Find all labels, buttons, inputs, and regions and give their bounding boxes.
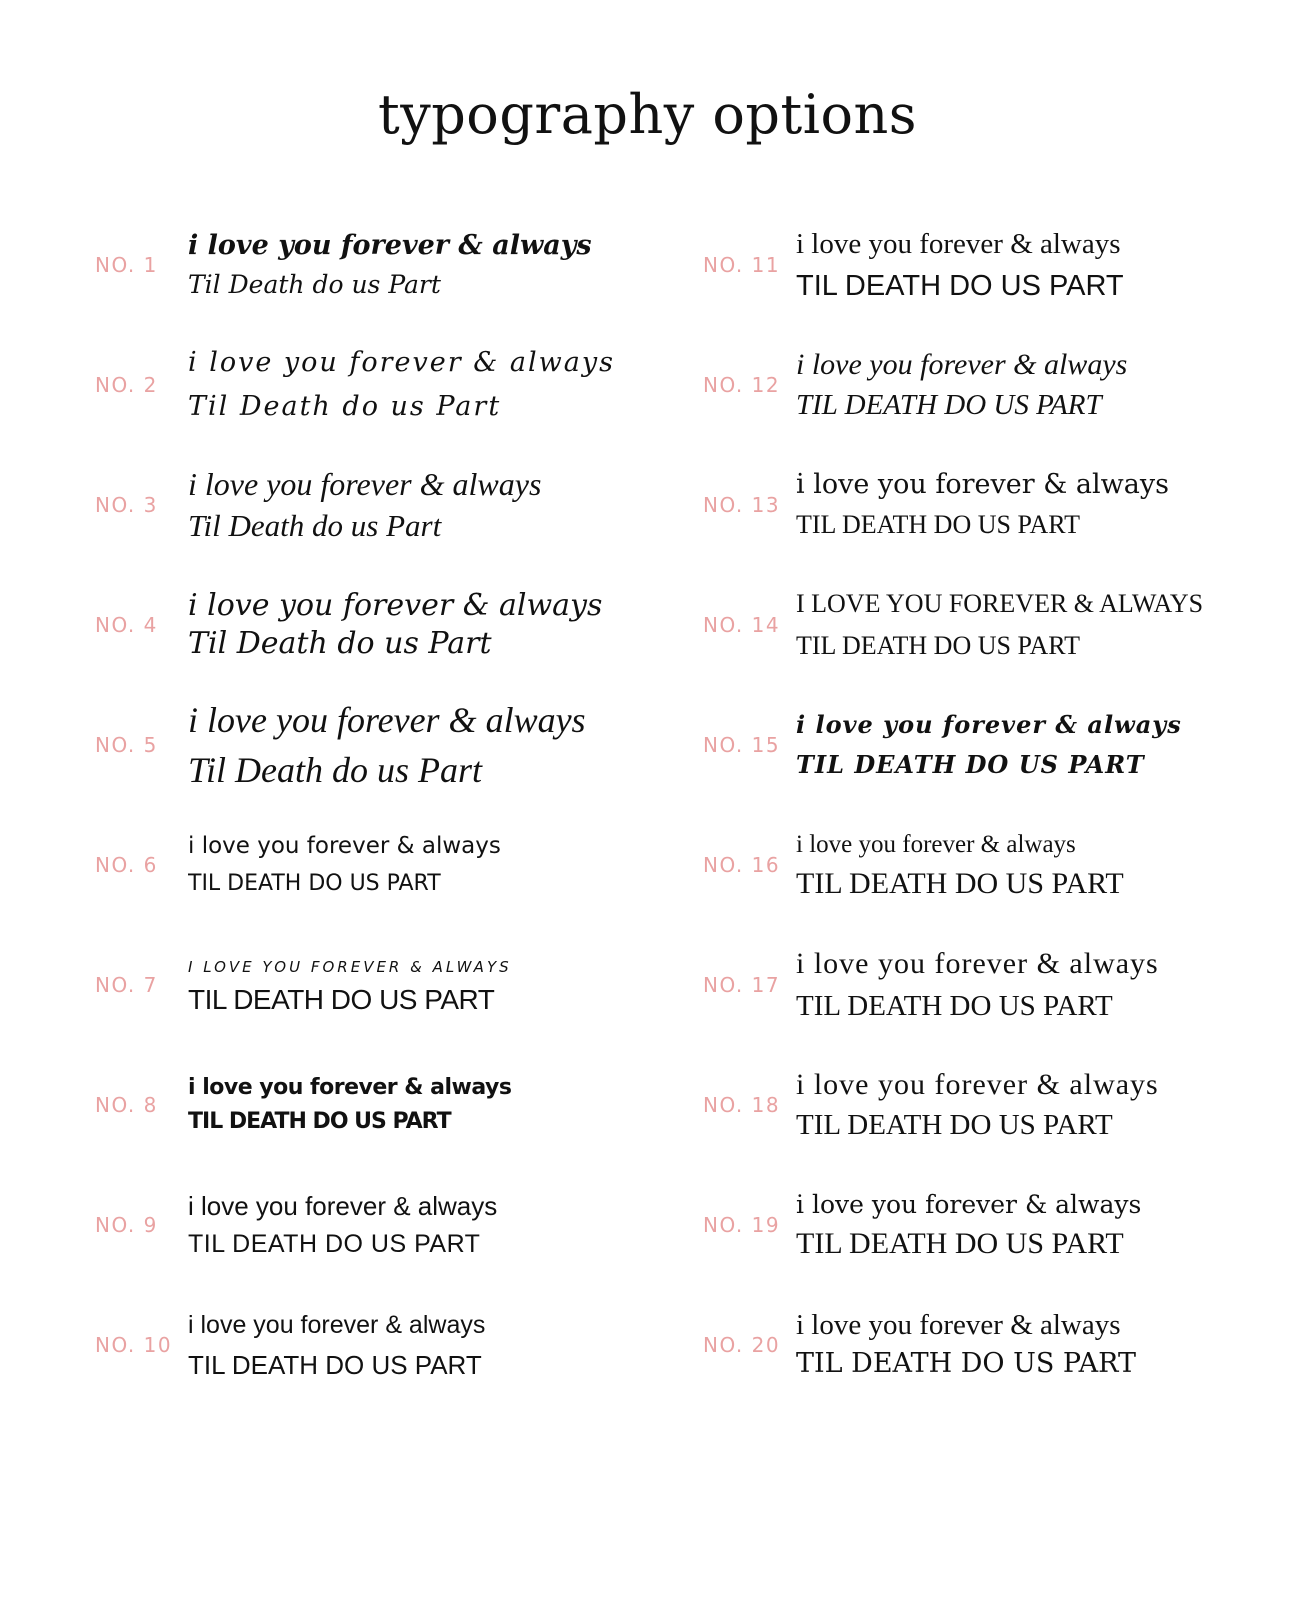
typography-option-13[interactable] (703, 445, 1263, 565)
sample-line-2: Til Death do us Part (188, 508, 442, 543)
option-number: NO. 20 (703, 1333, 781, 1357)
sample-line-2: TIL DEATH DO US PART (796, 1109, 1113, 1141)
option-sample (796, 705, 1266, 785)
option-sample (188, 463, 658, 547)
sample-line-2: TIL DEATH DO US PART (796, 510, 1080, 539)
typography-option-15[interactable] (703, 685, 1263, 805)
option-sample (796, 223, 1266, 307)
typography-option-16[interactable] (703, 805, 1263, 925)
option-sample (188, 695, 658, 795)
sample-line-2: TIL DEATH DO US PART (796, 750, 1145, 779)
option-sample (188, 952, 658, 1018)
typography-option-11[interactable] (703, 205, 1263, 325)
sample-line-1: I LOVE YOU FOREVER & ALWAYS (796, 589, 1204, 618)
option-sample (796, 1065, 1266, 1145)
sample-line-1: i love you forever & always (796, 348, 1128, 381)
options-column-left (95, 205, 655, 1405)
option-sample (796, 465, 1266, 545)
sample-line-2: TIL DEATH DO US PART (188, 1230, 481, 1258)
option-number: NO. 5 (95, 733, 158, 757)
option-number: NO. 7 (95, 973, 158, 997)
page-title: typography options (378, 83, 917, 146)
option-sample (188, 1187, 658, 1263)
sample-line-2: TIL DEATH DO US PART (796, 990, 1113, 1022)
typography-option-2[interactable] (95, 325, 655, 445)
option-number: NO. 16 (703, 853, 781, 877)
option-sample (796, 826, 1266, 904)
sample-line-1: i love you forever & always (796, 1309, 1121, 1341)
sample-line-1: i love you forever & always (796, 228, 1121, 260)
typography-option-5[interactable] (95, 685, 655, 805)
sample-line-2: TIL DEATH DO US PART (796, 389, 1102, 421)
option-number: NO. 18 (703, 1093, 781, 1117)
sample-line-2: Til Death do us Part (188, 270, 441, 299)
option-sample (188, 1305, 658, 1385)
option-sample (188, 587, 658, 663)
typography-option-10[interactable] (95, 1285, 655, 1405)
typography-option-17[interactable] (703, 925, 1263, 1045)
sample-line-1: i love you forever & always (796, 947, 1159, 980)
sample-line-2: Til Death do us Part (188, 391, 502, 422)
sample-line-1: i love you forever & always (796, 469, 1169, 500)
typography-option-14[interactable] (703, 565, 1263, 685)
typography-option-3[interactable] (95, 445, 655, 565)
typography-option-9[interactable] (95, 1165, 655, 1285)
option-number: NO. 8 (95, 1093, 158, 1117)
option-sample (188, 226, 658, 304)
typography-option-12[interactable] (703, 325, 1263, 445)
sample-line-1: i love you forever & always (188, 1311, 486, 1339)
option-number: NO. 9 (95, 1213, 158, 1237)
sample-line-1: i love you forever & always (188, 1191, 498, 1221)
typography-option-4[interactable] (95, 565, 655, 685)
options-column-right (703, 205, 1263, 1405)
option-sample (796, 345, 1266, 425)
option-number: NO. 6 (95, 853, 158, 877)
option-number: NO. 19 (703, 1213, 781, 1237)
option-number: NO. 13 (703, 493, 781, 517)
sample-line-1: i love you forever & always (188, 230, 592, 261)
typography-option-19[interactable] (703, 1165, 1263, 1285)
option-number: NO. 15 (703, 733, 781, 757)
option-number: NO. 4 (95, 613, 158, 637)
option-number: NO. 3 (95, 493, 158, 517)
option-sample (796, 943, 1266, 1027)
sample-line-1: i love you forever & always (796, 1068, 1159, 1101)
typography-option-1[interactable] (95, 205, 655, 325)
sample-line-2: TIL DEATH DO US PART (188, 1350, 482, 1380)
sample-line-1: i love you forever & always (188, 466, 542, 502)
typography-option-18[interactable] (703, 1045, 1263, 1165)
option-number: NO. 2 (95, 373, 158, 397)
option-sample (188, 341, 658, 429)
sample-line-1: i love you forever & always (796, 831, 1076, 858)
option-number: NO. 17 (703, 973, 781, 997)
sample-line-1: i love you forever & always (188, 347, 615, 378)
sample-line-2: TIL DEATH DO US PART (796, 270, 1124, 302)
sample-line-2: TIL DEATH DO US PART (796, 867, 1124, 900)
sample-line-2: TIL DEATH DO US PART (188, 871, 441, 896)
option-sample (796, 1186, 1266, 1264)
typography-option-20[interactable] (703, 1285, 1263, 1405)
option-number: NO. 1 (95, 253, 158, 277)
sample-line-2: TIL DEATH DO US PART (796, 631, 1080, 660)
option-number: NO. 14 (703, 613, 781, 637)
typography-option-7[interactable] (95, 925, 655, 1045)
sample-line-2: Til Death do us Part (188, 626, 492, 661)
sample-line-2: TIL DEATH DO US PART (188, 1109, 451, 1134)
sample-line-1: i love you forever & always (188, 1075, 512, 1100)
sample-line-1: i love you forever & always (188, 833, 501, 859)
option-number: NO. 12 (703, 373, 781, 397)
sample-line-1: i love you forever & always (188, 588, 603, 623)
typography-option-8[interactable] (95, 1045, 655, 1165)
option-sample (188, 827, 658, 903)
sample-line-2: Til Death do us Part (188, 750, 483, 790)
sample-line-1: i love you forever & always (188, 700, 586, 740)
option-sample (796, 583, 1266, 667)
sample-line-2: TIL DEATH DO US PART (796, 1227, 1124, 1260)
sample-line-1: I LOVE YOU FOREVER & ALWAYS (188, 958, 512, 976)
option-sample (796, 1306, 1266, 1384)
option-sample (188, 1071, 658, 1139)
option-number: NO. 11 (703, 253, 781, 277)
sample-line-1: i love you forever & always (796, 710, 1182, 739)
sample-line-2: TIL DEATH DO US PART (188, 984, 495, 1015)
typography-option-6[interactable] (95, 805, 655, 925)
option-number: NO. 10 (95, 1333, 173, 1357)
sample-line-2: TIL DEATH DO US PART (796, 1348, 1136, 1379)
sample-line-1: i love you forever & always (796, 1190, 1142, 1219)
